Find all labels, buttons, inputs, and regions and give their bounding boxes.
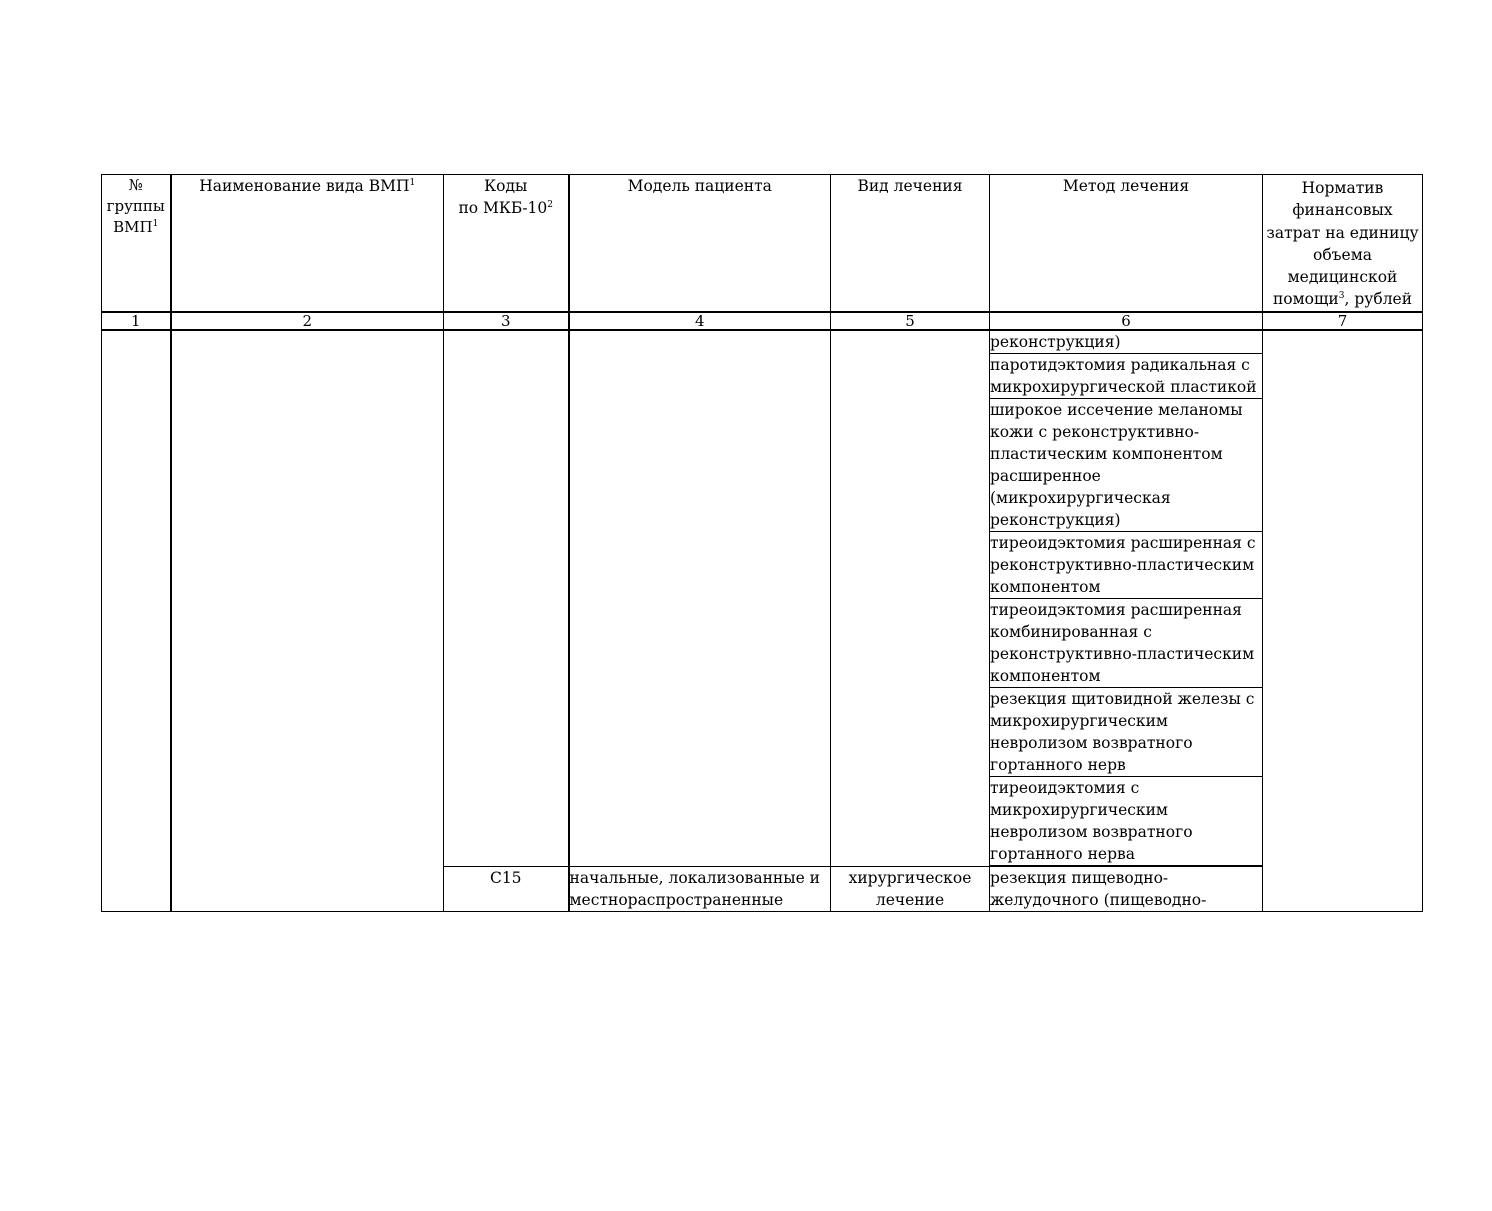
footnote-ref-1: 1	[152, 219, 159, 229]
cell-treatment-type: хирургическое лечение	[831, 866, 990, 912]
header-vmp-name: Наименование вида ВМП$^1$	[171, 175, 444, 313]
vmp-table	[101, 174, 1423, 912]
cell-patient-model: начальные, локализованные и местнораспространенные	[569, 866, 831, 912]
footnote-ref-3: 3	[1338, 291, 1345, 302]
column-number: 4	[569, 312, 831, 330]
header-patient-model: Модель пациента	[569, 175, 831, 313]
header-group-no: № группы ВМП$^1$	[102, 175, 171, 313]
header-treatment-method: Метод лечения	[990, 175, 1263, 313]
column-number: 3	[444, 312, 569, 330]
column-number: 5	[831, 312, 990, 330]
cell-vmp-name	[171, 330, 444, 912]
header-treatment-type: Вид лечения	[831, 175, 990, 313]
method-item: реконструкция)	[990, 330, 1263, 354]
cell-financial-norm	[1263, 330, 1423, 912]
column-number-row	[102, 312, 1423, 330]
cell-group-no	[102, 330, 171, 912]
cell-icd-codes	[444, 330, 569, 866]
method-item: тиреоидэктомия с микрохирургическим невролизом возвратного гортанного нерва	[990, 777, 1263, 867]
cell-treatment-type	[831, 330, 990, 866]
cell-icd-code: C15	[444, 866, 569, 912]
cell-patient-model	[569, 330, 831, 866]
method-item: тиреоидэктомия расширенная с реконструктивно-пластическим компонентом	[990, 532, 1263, 599]
column-number: 2	[171, 312, 444, 330]
table-row	[102, 330, 1423, 354]
method-item: тиреоидэктомия расширенная комбинированная с реконструктивно-пластическим компонентом	[990, 599, 1263, 688]
header-financial-norm: Норматив финансовых затрат на единицу объема медицинской помощи$^3$, рублей	[1263, 175, 1423, 313]
method-item: резекция щитовидной железы с микрохирургическим невролизом возвратного гортанного нерв	[990, 688, 1263, 777]
column-number: 6	[990, 312, 1263, 330]
method-item: широкое иссечение меланомы кожи с реконструктивно-пластическим компонентом расширенное (микрохирургическая реконструкция)	[990, 399, 1263, 532]
header-icd-codes: Коды по МКБ-$10^2$	[444, 175, 569, 313]
method-item: резекция пищеводно-желудочного (пищеводно-	[990, 866, 1263, 912]
method-item: паротидэктомия радикальная с микрохирургической пластикой	[990, 354, 1263, 399]
footnote-ref-1: 1	[409, 178, 416, 188]
column-number: 1	[102, 312, 171, 330]
column-number: 7	[1263, 312, 1423, 330]
header-row	[102, 175, 1423, 313]
footnote-ref-2: 2	[547, 200, 554, 210]
